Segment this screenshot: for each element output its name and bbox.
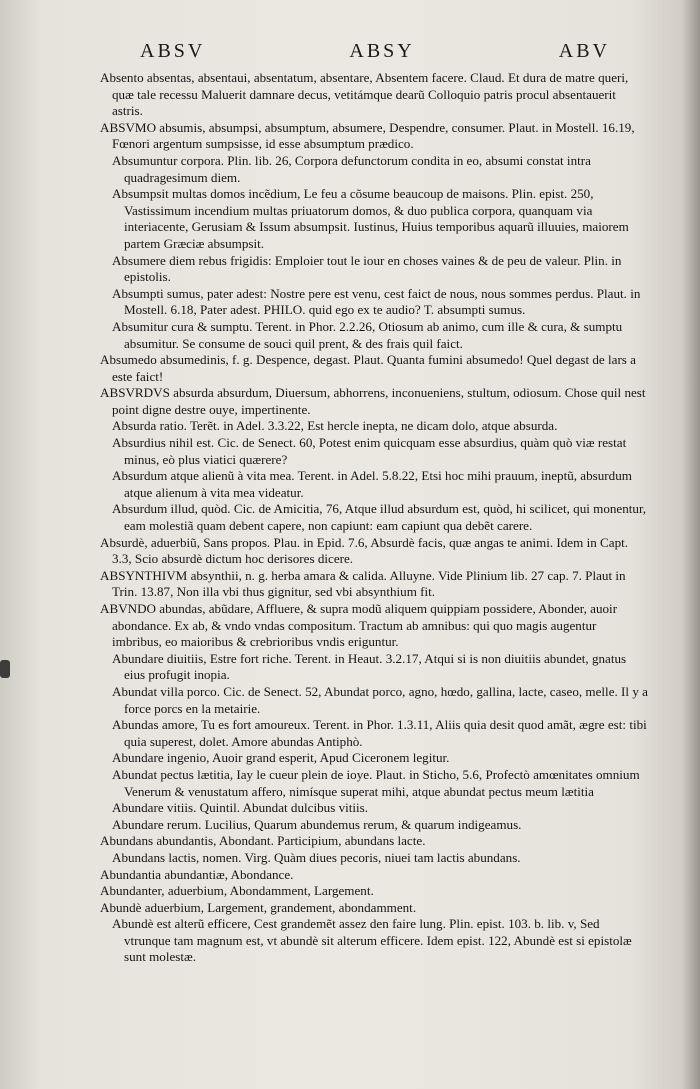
dictionary-entry: Abundat pectus lætitia, Iay le cueur plein de ioye. Plaut. in Sticho, 5.6, Profectò amœnitates omnium Venerum & venustatum affero, nimísque superat mihi, atque abundat pectus meum lætitia — [112, 766, 640, 799]
dictionary-entry: ABVNDO abundas, abũdare, Affluere, & supra modũ aliquem quippiam possidere, Abonder, auoir abondance. Ex ab, & vndo vndas compositum. Tractum ab amnibus: qui quo magis augentur imbribus, eo maioribus & crebrioribus vndis eriguntur. — [100, 601, 618, 650]
dictionary-entry: Abundans abundantis, Abondant. Participium, abundans lacte. — [100, 833, 426, 849]
page-edge-shadow — [682, 0, 700, 1089]
dictionary-entry: Absento absentas, absentaui, absentatum, absentare, Absentem facere. Claud. Et dura de matre queri, quæ tale recessu Maluerit damnare decus, vetitámque dearũ Colloquio patris procul absentauerit astris. — [100, 70, 629, 119]
dictionary-entry: Abundare diuitiis, Estre fort riche. Terent. in Heaut. 3.2.17, Atqui si is non diuitiis abundet, gnatus eius profugit inopia. — [112, 650, 627, 683]
dictionary-entry: Abundantia abundantiæ, Abondance. — [100, 866, 294, 882]
dictionary-entry: Abundanter, aduerbium, Abondamment, Largement. — [100, 883, 374, 899]
dictionary-entry: Abundè aduerbium, Largement, grandement, abondamment. — [100, 899, 417, 915]
running-header — [140, 40, 610, 63]
dictionary-entry: ABSVRDVS absurda absurdum, Diuersum, abhorrens, inconueniens, stultum, odiosum. Chose quil nest point digne destre ouye, impertinente. — [100, 385, 646, 417]
dictionary-entry: Absumuntur corpora. Plin. lib. 26, Corpora defunctorum condita in eo, absumi constat intra quadragesimum diem. — [112, 152, 591, 185]
dictionary-entry: Absurdius nihil est. Cic. de Senect. 60, Potest enim quicquam esse absurdius, quàm quò viæ restat minus, eò plus viatici quærere? — [112, 435, 627, 467]
dictionary-entry: Absumedo absumedinis, f. g. Despence, degast. Plaut. Quanta fumini absumedo! Quel degast de lars a este faict! — [100, 352, 636, 384]
dictionary-entry: Abundas amore, Tu es fort amoureux. Terent. in Phor. 1.3.11, Aliis quia desit quod amãt, ægre est: tibi quia superest, dolet. Amore abundas Antiphò. — [112, 717, 647, 749]
dictionary-entry: Abundat villa porco. Cic. de Senect. 52, Abundat porco, agno, hœdo, gallina, lacte, caseo, melle. Il y a force porcs en la metairie. — [112, 683, 648, 716]
dictionary-entry: Abundans lactis, nomen. Virg. Quàm diues pecoris, niuei tam lactis abundans. — [112, 849, 521, 865]
dictionary-entry: Absumpti sumus, pater adest: Nostre pere est venu, cest faict de nous, nous sommes perdus. Plaut. in Mostell. 6.18, Pater adest. PHILO. quid ego ex te audio? T. absumpti sumus. — [112, 285, 641, 318]
dictionary-entry: Absumere diem rebus frigidis: Emploier tout le iour en choses vaines & de peu de valeur. Plin. in epistolis. — [112, 252, 622, 285]
dictionary-entry: ABSYNTHIVM absynthii, n. g. herba amara & calida. Alluyne. Vide Plinium lib. 27 cap. 7. Plaut in Trin. 13.87, Non illa vbi thus gignitur, sed vbi absynthium fit. — [100, 567, 626, 600]
dictionary-entry: Abundare ingenio, Auoir grand esperit, Apud Ciceronem legitur. — [112, 750, 450, 766]
dictionary-entry: Abundare vitiis. Quintil. Abundat dulcibus vitiis. — [112, 800, 369, 816]
dictionary-entries — [100, 70, 648, 966]
dictionary-entry: Absurdè, aduerbiũ, Sans propos. Plau. in Epid. 7.6, Absurdè facis, quæ angas te animi. Idem in Capt. 3.3, Scio absurdè dictum hoc derisores dicere. — [100, 534, 629, 567]
header-left: ABSV — [140, 40, 206, 62]
ink-stain — [0, 660, 10, 678]
dictionary-entry: ABSVMO absumis, absumpsi, absumptum, absumere, Despendre, consumer. Plaut. in Mostell. 16.19, Fœnori argentum sumpsisse, id esse absumptum prædico. — [100, 119, 635, 152]
dictionary-entry: Abundè est alterũ efficere, Cest grandemẽt assez den faire lung. Plin. epist. 103. b. lib. v, Sed vtrunque tam magnum est, vt abundè sit alterum efficere. Idem epist. 122, Abundè est si epistolæ sunt molestæ. — [112, 916, 632, 965]
dictionary-entry: Absurda ratio. Terẽt. in Adel. 3.3.22, Est hercle inepta, ne dicam dolo, atque absurda. — [112, 418, 558, 434]
dictionary-entry: Absurdum atque alienũ à vita mea. Terent. in Adel. 5.8.22, Etsi hoc mihi prauum, ineptũ, absurdum atque alienum à vita mea videatur. — [112, 468, 632, 500]
dictionary-entry: Absumpsit multas domos incẽdium, Le feu a cõsume beaucoup de maisons. Plin. epist. 250, Vastissimum incendium multas priuatorum domos, & duo publica corpora, quanquam via interiacente, Gerusiam & Issum absumpsit. Iustinus, Huius temporibus aquarũ illuuies, maiorem partem Græciæ absumpsit. — [112, 186, 629, 251]
header-center: ABSY — [349, 40, 415, 62]
dictionary-entry: Absumitur cura & sumptu. Terent. in Phor. 2.2.26, Otiosum ab animo, cum ille & cura, & sumptu absumitur. Se consume de souci quil prent, & des frais quil faict. — [112, 318, 623, 351]
dictionary-entry: Abundare rerum. Lucilius, Quarum abundemus rerum, & quarum indigeamus. — [112, 816, 522, 832]
dictionary-entry: Absurdum illud, quòd. Cic. de Amicitia, 76, Atque illud absurdum est, quòd, hi scilicet, qui monentur, eam molestiã quam debent capere, non capiunt: eam capiunt qua debẽt carere. — [112, 501, 647, 534]
header-right: ABV — [558, 40, 610, 62]
